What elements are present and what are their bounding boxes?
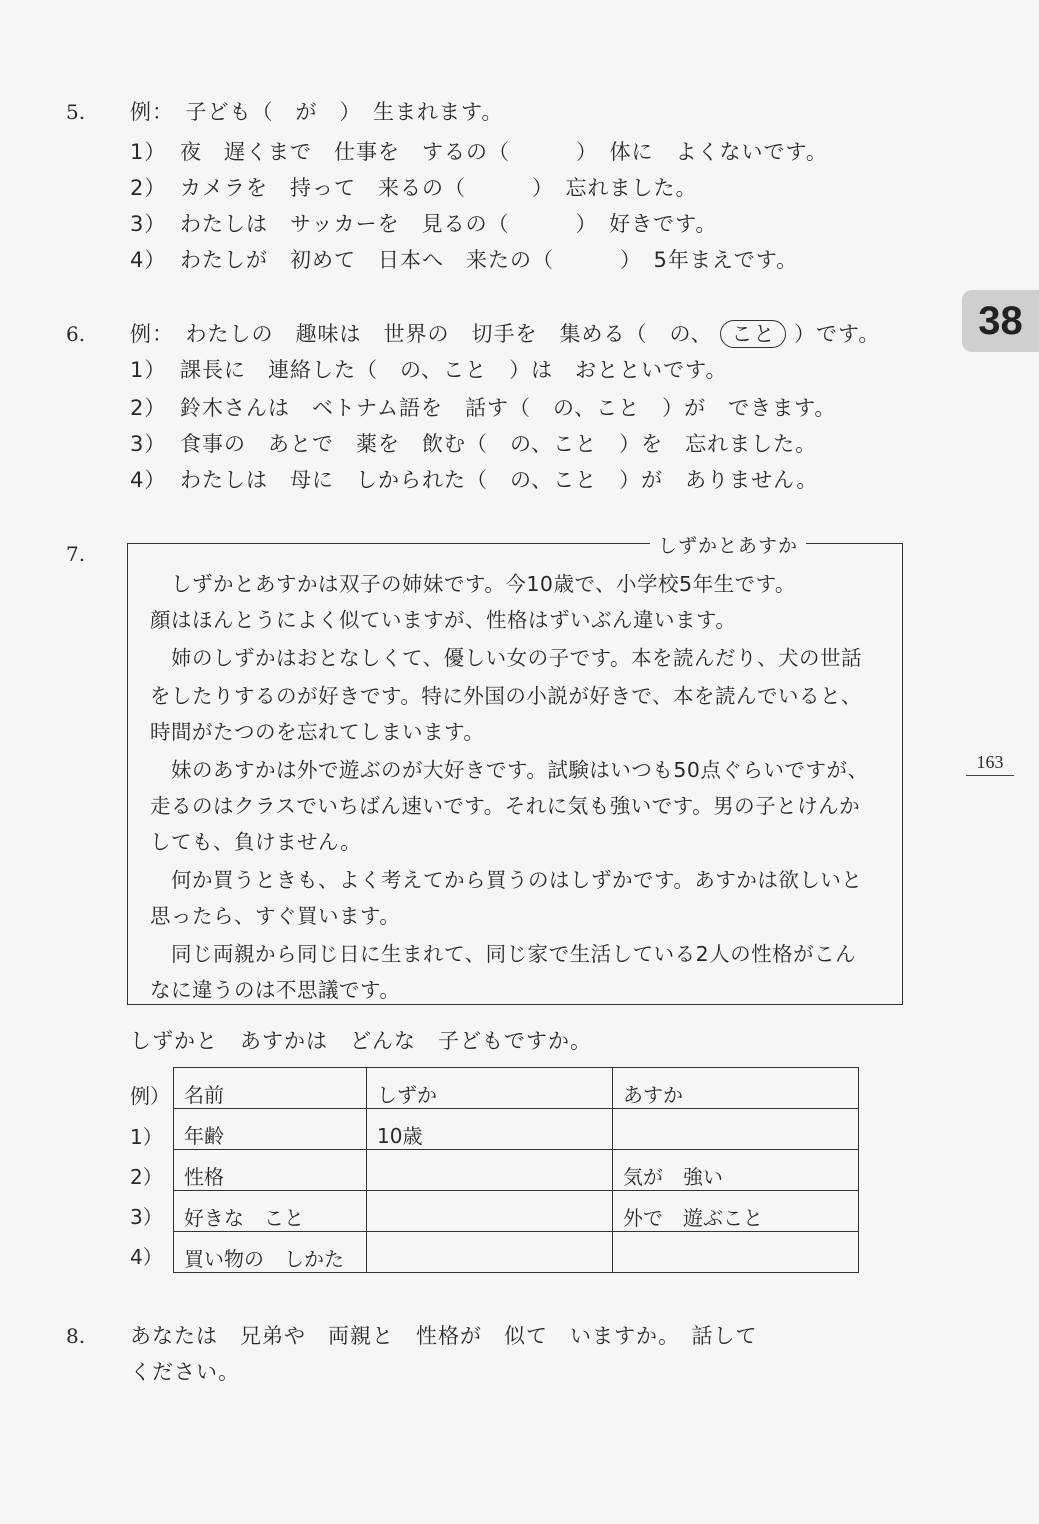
table-row-label: 例） bbox=[130, 1084, 170, 1108]
table-row-label: 3） bbox=[130, 1205, 163, 1229]
q6-item-1: 課長に 連絡した（ の、こと ）は おとといです。 bbox=[180, 358, 728, 382]
table-cell: 外で 遊ぶこと bbox=[613, 1191, 859, 1232]
table-cell: 買い物の しかた bbox=[174, 1232, 367, 1273]
passage-title: しずかとあすか bbox=[650, 531, 806, 558]
table-cell bbox=[367, 1232, 613, 1273]
passage-line: なに違うのは不思議です。 bbox=[150, 978, 401, 1002]
table-cell: 年齢 bbox=[174, 1109, 367, 1150]
lesson-tab: 38 bbox=[962, 290, 1039, 352]
passage-line: 走るのはクラスでいちばん速いです。それに気も強いです。男の子とけんか bbox=[150, 794, 861, 818]
table-cell bbox=[613, 1232, 859, 1273]
q5-number: 5. bbox=[66, 100, 86, 124]
passage-line: しずかとあすかは双子の姉妹です。今10歳で、小学校5年生です。 bbox=[150, 572, 796, 596]
q6-item-4: わたしは 母に しかられた（ の、こと ）が ありません。 bbox=[180, 468, 819, 492]
passage-line: をしたりするのが好きです。特に外国の小説が好きで、本を読んでいると、 bbox=[150, 684, 862, 708]
q6-item-1-label: 1） bbox=[130, 358, 167, 382]
table-cell: 気が 強い bbox=[613, 1150, 859, 1191]
q5-item-4-label: 4） bbox=[130, 248, 167, 272]
passage-line: 姉のしずかはおとなしくて、優しい女の子です。本を読んだり、犬の世話 bbox=[150, 646, 862, 670]
q5-item-1: 夜 遅くまで 仕事を するの（ ） 体に よくないです。 bbox=[180, 140, 828, 164]
passage-line: 時間がたつのを忘れてしまいます。 bbox=[150, 720, 485, 744]
q6-example-after: ）です。 bbox=[794, 322, 881, 346]
table-row bbox=[174, 1232, 859, 1273]
table-row bbox=[174, 1109, 859, 1150]
table-cell: 好きな こと bbox=[174, 1191, 367, 1232]
table-row-label: 2） bbox=[130, 1165, 163, 1189]
q6-number: 6. bbox=[66, 322, 86, 346]
q5-item-1-label: 1） bbox=[130, 140, 167, 164]
passage-line: 妹のあすかは外で遊ぶのが大好きです。試験はいつも50点ぐらいですが、 bbox=[150, 758, 869, 782]
q5-item-3-label: 3） bbox=[130, 212, 167, 236]
table-cell bbox=[367, 1191, 613, 1232]
table-row-label: 4） bbox=[130, 1245, 163, 1269]
table-cell: 名前 bbox=[174, 1068, 367, 1109]
q8-line-1: あなたは 兄弟や 両親と 性格が 似て いますか。 話して bbox=[130, 1324, 758, 1348]
q5-item-2-label: 2） bbox=[130, 176, 167, 200]
table-cell: 10歳 bbox=[367, 1109, 613, 1150]
table-row bbox=[174, 1150, 859, 1191]
passage-line: 思ったら、すぐ買います。 bbox=[150, 904, 401, 928]
q5-item-4: わたしが 初めて 日本へ 来たの（ ） 5年まえです。 bbox=[180, 248, 799, 272]
q6-example bbox=[130, 320, 880, 348]
q6-item-2: 鈴木さんは ベトナム語を 話す（ の、こと ）が できます。 bbox=[180, 396, 837, 420]
table-cell: あすか bbox=[613, 1068, 859, 1109]
table-row bbox=[174, 1068, 859, 1109]
table-cell bbox=[613, 1109, 859, 1150]
q6-item-3: 食事の あとで 薬を 飲む（ の、こと ）を 忘れました。 bbox=[180, 432, 818, 456]
table-row bbox=[174, 1191, 859, 1232]
q5-example: 例： 子ども（ が ） 生まれます。 bbox=[130, 100, 504, 124]
q7-number: 7. bbox=[66, 542, 86, 566]
q6-example-circled-answer: こと bbox=[720, 320, 786, 348]
passage-line: しても、負けません。 bbox=[150, 830, 362, 854]
q8-line-2: ください。 bbox=[130, 1360, 240, 1384]
table-cell: しずか bbox=[367, 1068, 613, 1109]
table-cell bbox=[367, 1150, 613, 1191]
page-number: 163 bbox=[966, 752, 1014, 776]
passage-line: 同じ両親から同じ日に生まれて、同じ家で生活している2人の性格がこん bbox=[150, 942, 857, 966]
q6-item-4-label: 4） bbox=[130, 468, 167, 492]
passage-line: 顔はほんとうによく似ていますが、性格はずいぶん違います。 bbox=[150, 608, 737, 632]
q6-example-before: 例： わたしの 趣味は 世界の 切手を 集める（ の、 bbox=[130, 322, 713, 346]
q6-item-2-label: 2） bbox=[130, 396, 167, 420]
q8-number: 8. bbox=[66, 1324, 86, 1348]
q5-item-3: わたしは サッカーを 見るの（ ） 好きです。 bbox=[180, 212, 718, 236]
q7-question: しずかと あすかは どんな 子どもですか。 bbox=[130, 1029, 592, 1053]
answer-table bbox=[173, 1067, 859, 1273]
table-row-label: 1） bbox=[130, 1125, 163, 1149]
q6-item-3-label: 3） bbox=[130, 432, 167, 456]
table-cell: 性格 bbox=[174, 1150, 367, 1191]
q5-item-2: カメラを 持って 来るの（ ） 忘れました。 bbox=[180, 176, 698, 200]
passage-line: 何か買うときも、よく考えてから買うのはしずかです。あすかは欲しいと bbox=[150, 868, 863, 892]
